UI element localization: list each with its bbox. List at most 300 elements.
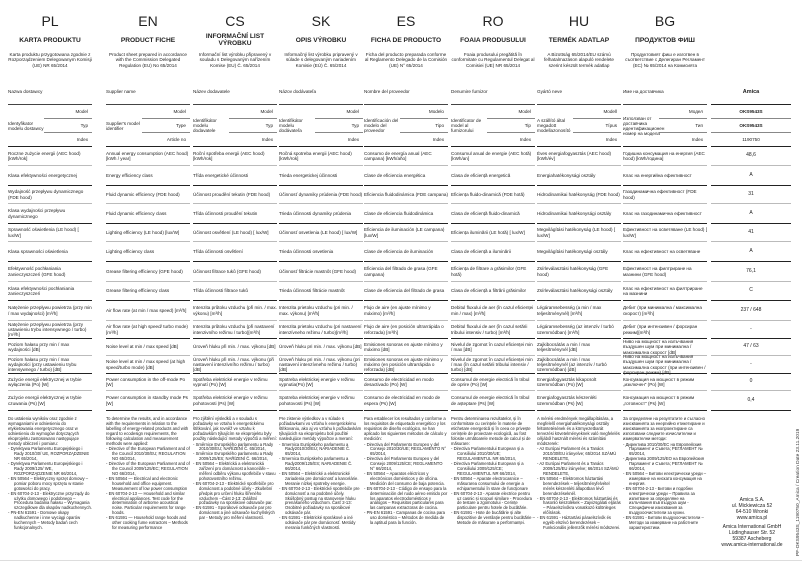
methods-intro: Para establecer los resultados y conforme a los requisitos de etiquetado energético y los requisitos de diseño ecológico, se han aplicado los siguientes métodos de cálculo y medición: <box>364 416 447 441</box>
method-item: - EN 61591 — Household range hoods and other cooking fume extractors – Methods for measuring performance <box>106 515 188 530</box>
methods-note <box>364 411 448 526</box>
method-item: - Directiva Parlamentului European și a Consiliului 2009/125/CE; REGULAMENTUL NR 66/2014, <box>451 461 524 476</box>
parameter-label: Lighting efficiency (LE hood) [lux/W] <box>106 224 190 242</box>
supplier-value: Amica <box>711 82 791 105</box>
method-item: - Directiva del Parlamento Europeo y del Consejo 2009/125/CE; REGLAMENTO N° 66/2014, <box>364 456 443 472</box>
fiche-intro: Karta produktu przygotowana zgodnie z Rozporządzeniem Delegowanym Komisji (UE) NR 65/2014 <box>8 52 92 68</box>
manufacturer-address <box>710 497 794 548</box>
method-item: - EN 50564 – Elektromos háztartási berendezések – teljesítményfelvétel mérés készenléti állapotban lévő berendezéseknél. <box>537 475 610 496</box>
method-text: EN 60704-2-13 - Битови и подобни електрически уреди – Правила за изпитване за определяне на излъчвания във въздуха шум - Специфични изисквания за въздухоочистители за кухни. <box>625 485 695 516</box>
parameter-label: Trieda účinnosti dynamiky prúdenia <box>279 204 363 224</box>
parameter-label: Clasa de eficiență energetică <box>451 166 535 186</box>
model-identifier-label: A szállító által megadott modellazonosító <box>537 118 571 133</box>
method-text: Directiva Parlamentului European și a Consiliului 2009/125/CE; REGULAMENTUL NR 66/2014, <box>453 461 524 476</box>
model-identifier-label: Identificación del modelo del proveedor <box>364 118 399 133</box>
method-text: PN-EN 61591 - Domowe okapy nadkuchenne i inne wyciągi oparów kuchennych – Metody badań cech funkcjonalnych. <box>10 510 81 530</box>
method-item: - Směrnice Evropského parlamentu a Rady 2010/30/EU; NAŘÍZENÍ Č. 65/2014, <box>193 441 274 452</box>
methods-note <box>623 411 707 531</box>
parameter-label: Spotřeba elektrické energie v režimu pohotovosti (Ps) [W] <box>193 391 277 411</box>
fiche-title: FOAIA PRODUSULUI <box>460 36 526 44</box>
language-code: BG <box>654 13 676 29</box>
method-text: Directiva Parlamentului European și a Consiliului 2010/30/UE; REGULAMENTUL NR 65/2014, <box>453 446 524 462</box>
method-text: EN 61591 - Háztartási páraelszívók és egyéb elszívó berendezések – Funkcionális jellemzők mérési módszerei. <box>539 515 621 530</box>
method-text: Директива 2010/30/ЕС на Европейския Парламент и Съвета; РЕГЛАМЕНТ № 65/2014, <box>625 441 703 457</box>
fiche-title: INFORMAČNÍ LIST VÝROBKU <box>205 33 265 47</box>
model-value: OKS9543S <box>711 105 791 119</box>
parameter-label: Spotreba elektrickej energie v režimu pohotovosti (Ps) [W] <box>279 391 363 411</box>
parameter-label: Účinnosť filtrácie mastnôt (GFE hood) <box>279 262 363 282</box>
model-identifier-block <box>193 105 277 147</box>
method-text: Dyrektywa Parlamentu Europejskiego i Rady 2009/125/ WE, ROZPORZĄDZENIE NR 66/2014, <box>10 461 83 476</box>
values-column <box>711 12 791 411</box>
supplier-label: Denumire furnizor <box>451 82 535 105</box>
parameter-label: Účinnosť dynamiky prúdenia (FDE hood) <box>279 186 363 204</box>
method-text: Směrnice Evropského parlamentu a Rady 2009/125/ES; NAŘÍZENÍ Č. 66/2014, <box>195 451 274 462</box>
fiche-title: TERMÉK ADATLAP <box>548 36 610 44</box>
method-text: EN 50564 – Aparate electrocasnice – măsurarea consumului de energie a echipamentului în stare de funcționare <box>453 475 528 491</box>
parameter-label: Eficiencia fluidodinámica (FDE campana) <box>364 186 448 204</box>
parameter-label: Energy efficiency class <box>106 166 190 186</box>
parameter-label: Газодинамична ефективност (FDE hood) <box>623 186 707 204</box>
index-value: 1190750 <box>742 137 760 142</box>
method-item: - Dyrektywa Parlamentu Europejskiego i Rady 2010/30/ UE, ROZPORZĄDZENIE NR 65/2014, <box>8 446 90 462</box>
method-text: EN 60704-2-13 - Elektryczne przyrządy do użytku domowego i podobnego – Procedura badania hałasu – Wymagania szczegółowe dla okapów nadkuchennych. <box>10 490 92 511</box>
method-item: - EN 50564 — Electrical and electronic household and office equipment. Measurement of low power consumption <box>106 475 188 491</box>
type-label: Tipo <box>400 119 448 133</box>
parameter-label: Energiafogyasztás készenléti üzemmódban (Ps) [W] <box>537 391 621 411</box>
method-text: EN 60704-2-13 - Elektrické spotřebiče pro domácnost a podobné účely - Zkušební předpis pro určení hluku šířeného vzduchem --Část 2-13: Zvláštní požadavky na sporákové odsavače par. <box>195 480 274 506</box>
method-text: EN 50564 – Elektryczny sprzęt domowy – pomiar poboru mocy sprzętu w stanie gotowości do pracy. <box>10 475 89 491</box>
supplier-label: Nazwa dostawcy <box>8 82 92 105</box>
methods-intro: Pre zistenie výsledkov a v súlade s požiadavkami vo vzťahu k energetickému štítkovaniu, ako aj vo vzťahu k požiadavkám týkajúcich sa ekoprojektu boli použité nasledujúce metódy výpočtov a meraní: <box>279 416 362 441</box>
model-label: Модел <box>659 105 707 119</box>
supplier-label: Název dodavatele <box>193 82 277 105</box>
parameter-label: Debitul fluxului de aer (în cazul setării tribului intensiv / turbo) [m³/h] <box>451 321 535 339</box>
parameter-label: Emisiones sonoras en ajuste mínimo y máximo (en posición ultrarrápida o reforzada) [dB] <box>364 356 448 374</box>
method-text: EN 50564 – Elektrické a elektronické zariadenia pre domácnosť a kancelárie. Meranie nízkej spotreby energie. <box>281 470 359 486</box>
method-text: EN 50564 – Aparatos eléctricos y electrónicos domésticos y de oficina. Medición del consumo de baja potencia. <box>366 470 445 486</box>
index-label: Index <box>519 137 531 142</box>
parameter-label: Air flow rate (at min / max speed) [m³/h] <box>106 301 190 321</box>
parameter-label: Spotreba elektrickej energie v režimu vypnutia(Po) [W] <box>279 374 363 391</box>
parameter-label: Eficiența iluminării (LE hotă) [ lux/W] <box>451 224 535 242</box>
method-text: EN 60704-2-13 - Aparate electrice pentru uz casnic și scopuri similare - Procedura de testare a zgomotului - Cerințe particulare pentru hotele de bucătărie. <box>453 490 532 511</box>
parameter-label: Úroveň hluku při min. / max. výkonu [dB] <box>193 339 277 356</box>
parameter-label: Spotřeba elektrické energie v režimu vypnutí (Po) [W] <box>193 374 277 391</box>
parameter-value: 47 / 63 <box>711 339 791 356</box>
type-label: Típus <box>573 119 621 133</box>
method-text: Dyrektywa Parlamentu Europejskiego i Rady 2010/30/ UE, ROZPORZĄDZENIE NR 65/2014, <box>10 446 90 462</box>
parameter-label: Účinnosť osvetlenia (LE hood) [ lux/W] <box>279 224 363 242</box>
parameter-label: Zsírleválasztási hatékonysági osztály <box>537 282 621 301</box>
parameter-label: Консумация на мощност в режим „готовност" (Ps) [W] <box>623 391 707 411</box>
parameter-label: Clase de eficiencia del filtrado de grasa <box>364 282 448 301</box>
method-item: - Директива 2010/30/ЕС на Европейския Парламент и Съвета; РЕГЛАМЕНТ № 65/2014, <box>623 441 703 457</box>
methods-intro: Do ustalenia wyników oraz zgodnie z wymaganiami w odniesieniu do etykietowania energetycznego oraz w odniesieniu do wymogów dotyczących ekoprojektu zastosowano następujące metody obliczeń i pomiaru: <box>8 416 80 446</box>
index-label: Index <box>261 137 273 142</box>
parameter-value: - <box>711 356 791 374</box>
language-code: SK <box>311 13 331 29</box>
method-item: - EN 60704-2-13 - Código de ensayo para la determinación del ruido aéreo emitido por los aparatos electrodomésticos y análogos – Requisitos particulares para las campanas extractoras de cocina. <box>364 485 448 511</box>
parameter-label: Flujo de aire (en posición ultrarrápida o reforzada) [m³/h] <box>364 321 448 339</box>
method-text: Directive of the European Parliament and of the Council 2009/125/EC; REGULATION NO 66/2014, <box>108 461 190 476</box>
parameter-label: Ročná spotreba energii (AEC hood) [kWh/rok] <box>279 147 363 166</box>
method-item: - Directive of the European Parliament and of the Council 2010/30/EU; REGULATION NO 65/2014, <box>106 446 190 462</box>
method-item: - Směrnice Evropského parlamentu a Rady 2009/125/ES; NAŘÍZENÍ Č. 66/2014, <box>193 451 274 462</box>
language-column-en <box>106 12 190 531</box>
address-line: 64-510 Wronki <box>735 509 769 515</box>
parameter-label: Úroveň hluku pri min. / max. výkonu (pri nastavení intenzívneho režimu / turbo) [dB] <box>279 356 363 374</box>
method-item: - EN 60704-2-13 - Elektryczne przyrządy do użytku domowego i podobnego – Procedura badania hałasu – Wymagania szczegółowe dla okapów nadkuchennych. <box>8 490 92 511</box>
parameter-label: Trieda energetickej účinnosti <box>279 166 363 186</box>
parameter-label: Клас на газодинамична ефективност <box>623 204 707 224</box>
method-text: Directiva del Parlamento Europeo y del Consejo 2009/125/CE; REGLAMENTO N° 66/2014, <box>366 456 443 472</box>
parameter-label: Třída účinnosti proudění tekutin <box>193 204 277 224</box>
method-text: EN 50564 — Electrical and electronic household and office equipment. Measurement of low power consumption <box>108 475 188 491</box>
method-text: Smernica Európskeho parlamentu a Rady2010/30/EÚ; NARIADENIE Č. 65/2014, <box>281 441 351 457</box>
parameter-label: Energiafogyasztás kikapcsolt üzemmódban (Po) [W] <box>537 374 621 391</box>
method-item: - EN 50564 – Elektrická a elektronická zařízení pro domácnost a kanceláře – měření odběru výkonu spotřebiče v stavu pohotovostního režimu. <box>193 461 276 481</box>
parameter-label: Power consumption in the off-mode Po [W] <box>106 374 190 391</box>
parameter-value: A <box>711 166 791 186</box>
language-column-es <box>364 12 448 526</box>
parameter-label: Eficiența de filtrare a grăsimilor (GFE hotă) <box>451 262 535 282</box>
method-text: EN 50564 – Битови електрически уреди – измерване на ниската консумация на енергия. <box>625 470 707 486</box>
model-identifier-label: Identifikátor modelu dodavatele <box>193 118 217 133</box>
parameter-label: Zajkibocsátás a min / max teljesítménynél (az intenzív / turbó üzemmódban) [dB] <box>537 356 621 374</box>
parameter-label: Clase de eficiencia de iluminación <box>364 242 448 262</box>
method-item: - EN 50564 – Aparatos eléctricos y electrónicos domésticos y de oficina. Medición del consumo de baja potencia. <box>364 470 445 486</box>
language-code: CS <box>225 13 245 29</box>
method-item: - EN 60704-2-13 - Elektromos háztartási és hasonló készülékek – Zajvizsgálati eljárás – Páraelszívókra vonatkozó különleges előírások. <box>537 495 621 516</box>
parameter-label: Air flow rate (at high speed/ turbo mode) [m³/h] <box>106 321 190 339</box>
method-text: EN 60704-2-13 - Elektromos háztartási és hasonló készülékek – Zajvizsgálati eljárás – Páraelszívókra vonatkozó különleges előírások. <box>539 495 621 516</box>
parameter-value: 237 / 648 <box>711 301 791 321</box>
language-code: RO <box>482 13 504 29</box>
model-label: Model <box>44 105 92 119</box>
model-label: Model <box>142 105 190 119</box>
language-code: EN <box>138 13 158 29</box>
parameter-label: Eficiencia del filtrado de grasa (GFE campana) <box>364 262 448 282</box>
model-identifier-label: Identificator de model al furnizorului <box>451 118 482 133</box>
method-item: - EN 61591 - Sporákové odsavače par pro domácnost a jiné odsavače kuchyňských par - Metody pro měření vlastností. <box>193 505 275 521</box>
method-item: - EN 61591 - Elektrické sporákové a iné odsávače pár pre domácnosť. Metódy merania funkčných vlastností. <box>279 515 356 530</box>
type-label: Typ <box>315 119 363 133</box>
parameter-label: Flujo de aire (en ajuste mínimo y máximo) [m³/h] <box>364 301 448 321</box>
method-item: - Dyrektywa Parlamentu Europejskiego i Rady 2009/125/ WE, ROZPORZĄDZENIE NR 66/2014, <box>8 461 83 476</box>
type-label: Tip <box>487 119 535 133</box>
parameter-label: Eficiencia de iluminación (LE campana) [lux/W] <box>364 224 448 242</box>
parameter-label: Nivelul de zgomot în cazul eficienței min / max (în cazul setării tribului intensiv / turbo) [dB] <box>451 356 535 374</box>
parameter-value: 48,6 <box>711 147 791 166</box>
parameter-label: Consumo de electricidad en modo desactivado (Po) [W] <box>364 374 448 391</box>
fiche-intro: Ficha del producto preparada conforme al Reglamento Delegado de la Comisión (UE) N° 65/2014 <box>364 52 448 68</box>
method-text: EN 61591 - Sporákové odsavače par pro domácnost a jiné odsavače kuchyňských par - Metody pro měření vlastností. <box>195 505 275 521</box>
address-line: www.amica.pl <box>736 515 768 521</box>
parameter-label: Noise level at min / max speed (at high speed/turbo mode) [dB] <box>106 356 190 374</box>
language-column-bg <box>623 12 707 531</box>
parameter-label: Úroveň hluku pri min. / max. výkonu [dB] <box>279 339 363 356</box>
parameter-label: Intenzita prietoku vzduchu (pri min. / max. výkonu) [m³/h] <box>279 301 363 321</box>
parameter-label: Clasa de eficiență fluido-dinamică <box>451 204 535 224</box>
parameter-value: 76,1 <box>711 262 791 282</box>
parameter-value: C <box>711 282 791 301</box>
parameter-label: Intenzita průtoku vzduchu (při nastavení intenzivního režimu / turbo)[m³/h] <box>193 321 277 339</box>
parameter-label: Annual energy consumption (AEC hood) [kWh / year] <box>106 147 190 166</box>
fiche-intro: Foaia produsului pregătită în conformitate cu Regulamentul Delegat al Comisiei (UE) NR 65/2014 <box>451 52 535 68</box>
address-line: Amica S.A. <box>739 497 765 503</box>
method-text: Directiva del Parlamento Europeo y del Consejo 2010/30/UE; REGLAMENTO N° 65/2014, <box>366 441 447 457</box>
divider <box>0 560 802 561</box>
parameter-value: A <box>711 242 791 262</box>
method-item: - EN 61591 - Битови въздухоочистители – Методи за измерване на работните характеристики. <box>623 515 704 530</box>
parameter-label: Grease filtering efficiency class <box>106 282 190 301</box>
method-item: - EN 50564 – Aparate electrocasnice – măsurarea consumului de energie a echipamentului în stare de funcționare <box>451 475 528 491</box>
parameter-label: Lighting efficiency class <box>106 242 190 262</box>
index-label: Index <box>347 137 359 142</box>
parameter-label: Клас на ефективност на филтриране на мазнини <box>623 282 707 301</box>
parameter-value: 0,4 <box>711 391 791 411</box>
parameter-label: Zsírleválasztási hatékonyság (GFE hood) <box>537 262 621 282</box>
type-label: Typ <box>229 119 277 133</box>
parameter-label: Třída energetické účinnosti <box>193 166 277 186</box>
methods-intro: To determine the results, and in accordance with the requirements in relation to the labelling of energy-related products and with regard to ecodesign requirements, the following calculation and measurement methods were applied: <box>106 416 189 446</box>
type-value: OKS9543S <box>711 119 791 133</box>
fiche-title: OPIS VÝROBKU <box>295 36 347 44</box>
fiche-intro: Product sheet prepared in accordance with the Commission Delegated Regulation (EU) No 65/2014 <box>109 52 187 68</box>
model-identifier-block <box>451 105 535 147</box>
parameter-label: Consumo de electricidad en modo de espera (Ps) [W] <box>364 391 448 411</box>
parameter-label: Natężenie przepływu powietrza (przy ustawieniu trybu intensywnego / turbo) [m³/h] <box>8 321 92 339</box>
address-line: Amica International GmbH <box>722 524 782 530</box>
methods-note <box>537 411 621 531</box>
parameter-label: Poziom hałasu przy min / max wydajności (przy ustawieniu trybu intensywnego / turbo) [dB] <box>8 356 92 374</box>
type-label: Тип <box>659 119 707 133</box>
methods-note <box>8 411 92 531</box>
parameter-label: Intenzita průtoku vzduchu (při min. / max. výkonu) [m³/h] <box>193 301 277 321</box>
method-item: - EN 60704-2-13 — Household and similar electrical appliances. Test code for the determination of airborne acoustical noise. Particular requirements for range hoods. <box>106 490 186 516</box>
model-label: Modelo <box>400 105 448 119</box>
methods-note <box>106 411 190 531</box>
parameter-label: Noise level at min / max speed [dB] <box>106 339 190 356</box>
method-item: - EN 50564 – Elektrické a elektronické zariadenia pre domácnosť a kancelárie. Meranie nízkej spotreby energie. <box>279 470 359 486</box>
parameter-label: Klasa efektywności pochłaniania zanieczyszczeń <box>8 282 92 301</box>
method-text: EN 60704-2-13 - Elektrické spotrebiče pre domácnosť a na podobné účely. Skúšobný postup na stanovenie hluku prenášaného vzduchom. Časť 2-13: Osobitné požiadavky na sporákové odsávače pár. <box>281 485 360 516</box>
parameter-label: Клас на енергийна ефективност <box>623 166 707 186</box>
address-line: Lüdinghauser Str. 52 <box>728 530 776 536</box>
model-label: Model <box>229 105 277 119</box>
parameter-label: Megvilágítási hatékonysági osztály <box>537 242 621 262</box>
fiche-intro: A Bizottság 65/2014/EU számú felhatalmazáson alapuló rendelete szerint készült termék adatlap <box>544 52 614 68</box>
index-label: Index <box>691 137 703 142</box>
supplier-label: Nombre del proveedor <box>364 82 448 105</box>
document-reference: PF-OKS9543S_1190750_Amica / Creation Date 23.11.2019 <box>796 428 801 556</box>
parameter-label: Natężenie przepływu powietrza (przy min / max wydajności) [m³/h] <box>8 301 92 321</box>
methods-note <box>279 411 363 531</box>
parameter-label: Debitul fluxului de aer (în cazul eficienței min / max) [m³/h] <box>451 301 535 321</box>
parameter-label: Wydajność przepływu dynamicznego (FDE hood) <box>8 186 92 204</box>
method-item: - EN 50564 – Битови електрически уреди – измерване на ниската консумация на енергия. <box>623 470 707 486</box>
parameter-label: Clasa de eficiență a iluminării <box>451 242 535 262</box>
fiche-title: KARTA PRODUKTU <box>19 36 81 44</box>
fiche-intro: Informační list výrobku připravený v souladu s Delegovaným nařízením Komise (EU) Č. 65/2014 <box>198 52 272 68</box>
parameter-label: Třída účinnosti filtrace tuků <box>193 282 277 301</box>
parameter-value: 41 <box>711 224 791 242</box>
parameter-label: Účinnost osvětlení (LE hood) [ lux/W] <box>193 224 277 242</box>
model-identifier-block <box>279 105 363 147</box>
language-column-sk <box>279 12 363 531</box>
parameter-label: Ниво на мощност на излъчвания въздушен шум при минимална / максимална скорост [dB] <box>623 339 707 356</box>
method-text: Az Európai Parlament és a Tanács 2009/125/EU irányelve; 66/2014 SZÁMÚ RENDELETE, <box>539 461 619 476</box>
method-item: - Директива 2009/125/ЕО на Европейския Парламент и Съвета; РЕГЛАМЕНТ № 66/2014, <box>623 456 704 472</box>
type-label: Typ <box>44 119 92 133</box>
parameter-label: Sprawność oświetlenia (LE hood) [ lux/W] <box>8 224 92 242</box>
method-text: EN 60704-2-13 - Código de ensayo para la determinación del ruido aéreo emitido por los aparatos electrodomésticos y análogos – Requisitos particulares para las campanas extractoras de cocina. <box>366 485 448 511</box>
model-identifier-label: Identifikátor modelu dodávateľa <box>279 118 303 133</box>
method-item: - Directiva Parlamentului European și a Consiliului 2010/30/UE; REGULAMENTUL NR 65/2014, <box>451 446 524 462</box>
fiche-intro: Продуктовият фиш е изготвен в съответствие с Делегиран Регламент (ЕС) № 65/2014 на Комисията <box>625 52 705 68</box>
parameter-label: Účinnost filtrace tuků (GFE hood) <box>193 262 277 282</box>
language-column-cs <box>193 12 277 521</box>
parameter-label: Klasa efektywności energetycznej <box>8 166 92 186</box>
method-text: EN 61591 - Hote de bucătărie și alte dispozitive de ventilație pentru bucătărie – Metode de măsurare a performanței. <box>453 510 535 526</box>
parameter-label: Hidrodinamikai hatékonysági osztály <box>537 204 621 224</box>
model-identifier-label: Supplier's model identifier <box>106 120 140 131</box>
method-item: - EN 61591 - Hote de bucătărie și alte dispozitive de ventilație pentru bucătărie – Metode de măsurare a performanței. <box>451 510 535 526</box>
parameter-label: Consumo de energía anual (AEC campana) [kWh/año] <box>364 147 448 166</box>
parameter-label: Klasa wydajności przepływu dynamicznego <box>8 204 92 224</box>
model-label: Modell <box>573 105 621 119</box>
method-item: - Smernica Európskeho parlamentu a Rady2009/125/ES; NARIADENIE Č. 66/2014, <box>279 456 353 472</box>
parameter-value: - <box>711 321 791 339</box>
method-text: Директива 2009/125/ЕО на Европейския Парламент и Съвета; РЕГЛАМЕНТ № 66/2014, <box>625 456 704 472</box>
parameter-label: Consumul anual de energie (AEC hotă) [kWh/an] <box>451 147 535 166</box>
method-text: EN 61591 — Household range hoods and other cooking fume extractors – Methods for measuring performance <box>108 515 188 530</box>
parameter-label: Zużycie energii elektrycznej w trybie czuwania (Ps) [W] <box>8 391 92 411</box>
type-label: Type <box>142 119 190 133</box>
parameter-label: Клас на ефективност на осветяване <box>623 242 707 262</box>
model-identifier-label: Identyfikator modelu dostawcy <box>8 120 44 131</box>
parameter-label: Intenzita prietoku vzduchu (pri nastavení intenzívneho režimu / turbo)[m³/h] <box>279 321 363 339</box>
index-label: Index <box>76 137 88 142</box>
parameter-label: Clase de eficiencia fluidodinámica <box>364 204 448 224</box>
model-identifier-block <box>106 105 190 147</box>
methods-intro: За определяне на резултатите и съгласно изискванията за енергийно етикетиране и изискванията за екопроектиране са използвани следните изчислителни и измервателни методи: <box>623 416 705 441</box>
address-line: 59387 Ascheberg <box>732 536 772 542</box>
method-text: Az Európai Parlament és a Tanács 2010/30/EU irányelve; 65/2014 SZÁMÚ RENDELETE, <box>539 446 617 462</box>
parameter-label: Clase de eficiencia energética <box>364 166 448 186</box>
parameter-label: Trieda účinnosti osvetlenia <box>279 242 363 262</box>
model-identifier-block <box>364 105 448 147</box>
parameter-label: Дебит (при минимална / максимална скорост) [m³/h] <box>623 301 707 321</box>
parameter-label: Úroveň hluku při min. / max. výkonu (při nastavení intenzivního režimu / turbo) [dB] <box>193 356 277 374</box>
parameter-label: Účinnost proudění tekutin (FDE hood) <box>193 186 277 204</box>
method-item: - Directiva del Parlamento Europeo y del Consejo 2010/30/UE; REGLAMENTO N° 65/2014, <box>364 441 447 457</box>
index-label: Index <box>605 137 617 142</box>
methods-note <box>193 411 277 521</box>
parameter-label: Power consumption in standby mode Ps [W] <box>106 391 190 411</box>
parameter-label: Roční spotřeba energii (AEC hood) [kWh/rok] <box>193 147 277 166</box>
model-identifier-values <box>711 105 791 147</box>
methods-note <box>451 411 535 526</box>
parameter-label: Eficiența fluido-dinamică (FDE hotă) <box>451 186 535 204</box>
method-text: Smernica Európskeho parlamentu a Rady2009/125/ES; NARIADENIE Č. 66/2014, <box>281 456 353 472</box>
parameter-label: Дебит (при интензивен / форсиран режим)[m³/h] <box>623 321 707 339</box>
parameter-label: Fluid dynamic efficiency class <box>106 204 190 224</box>
method-text: EN 50564 – Elektromos háztartási berendezések – teljesítményfelvétel mérés készenléti állapotban lévő berendezéseknél. <box>539 475 610 496</box>
parameter-label: Trieda účinnosti filtrácie mastnôt <box>279 282 363 301</box>
method-item: - Az Európai Parlament és a Tanács 2009/125/EU irányelve; 66/2014 SZÁMÚ RENDELETE, <box>537 461 619 476</box>
method-text: EN 61591 - Битови въздухоочистители – Методи за измерване на работните характеристики. <box>625 515 704 530</box>
parameter-label: Consumul de energie electrică în tribul de oprire (Po) [W] <box>451 374 535 391</box>
supplier-label: Име на доставчика <box>623 82 707 105</box>
parameter-value: A <box>711 204 791 224</box>
index-label: Index <box>432 137 444 142</box>
model-identifier-block <box>623 105 707 147</box>
method-item: - EN 60704-2-13 - Elektrické spotrebiče pre domácnosť a na podobné účely. Skúšobný postup na stanovenie hluku prenášaného vzduchom. Časť 2-13: Osobitné požiadavky na sporákové odsávače pár. <box>279 485 360 516</box>
parameter-label: Légáramsebesség (a min / max teljesítménynél) [m³/h] <box>537 301 621 321</box>
fiche-intro: Informačný list výrobku pripravený v súlade s delegovaným nariadením Komisie (EÚ) Č. 65/2014 <box>284 52 358 68</box>
index-label: Article no <box>166 137 186 142</box>
parameter-label: Klasa sprawności oświetlenia <box>8 242 92 262</box>
language-column-hu <box>537 12 621 531</box>
parameter-label: Zużycie energii elektrycznej w trybie wyłączenia (Po) [W] <box>8 374 92 391</box>
method-item: - EN 60704-2-13 - Битови и подобни електрически уреди – Правила за изпитване за определяне на излъчвания във въздуха шум - Специфични изисквания за въздухоочистители за кухни. <box>623 485 695 516</box>
model-label: Model <box>487 105 535 119</box>
method-text: EN 61591 - Elektrické sporákové a iné odsávače pár pre domácnosť. Metódy merania funkčných vlastností. <box>281 515 356 530</box>
parameter-label: Megvilágítási hatékonyság (LE hood) [ lux/W] <box>537 224 621 242</box>
method-text: EN 50564 – Elektrická a elektronická zařízení pro domácnost a kanceláře – měření odběru výkonu spotřebiče v stavu pohotovostního režimu. <box>195 461 276 481</box>
parameter-label: Consumul de energie electrică în tribul de așteptare (Ps) [W] <box>451 391 535 411</box>
parameter-value: 31 <box>711 186 791 204</box>
supplier-label: Gyártó neve <box>537 82 621 105</box>
method-text: Směrnice Evropského parlamentu a Rady 2010/30/EU; NAŘÍZENÍ Č. 65/2014, <box>195 441 274 452</box>
language-column-pl <box>8 12 92 531</box>
parameter-label: Třída účinnosti osvětlení <box>193 242 277 262</box>
parameter-label: Годишна консумация на енергия (AEC hood) [kWh/година] <box>623 147 707 166</box>
parameter-label: Fluid dynamic efficiency (FDE hood) <box>106 186 190 204</box>
parameter-label: Ефективност на осветяване (LE hood) [ lux/W] <box>623 224 707 242</box>
parameter-label: Hidrodinamikai hatékonyság (FDE hood) <box>537 186 621 204</box>
methods-intro: Pro zjištění výsledků a v souladu s požadavky ve vztahu k energetickému štítkování, jak rovněž ve vztahu k požadavkům týkajícím se ekoprojektu byly použity následující metody výpočtů a měření: <box>193 416 277 441</box>
model-identifier-label: Използван от доставчика идентификационен номер на модела <box>623 115 665 136</box>
parameter-label: Éves energiafogyasztás (AEC hood) [kWh/év] <box>537 147 621 166</box>
method-item: - Directive of the European Parliament and of the Council 2009/125/EC; REGULATION NO 66/2014, <box>106 461 190 476</box>
methods-intro: Pentru determinarea rezultatelor, și în conformitate cu cerințele în materie de etichetare energetică și în ceea ce privește cerințele de proiectare ecologică, au fost folosite următoarele metode de calcul și de măsurare: <box>451 416 531 446</box>
method-item: - EN 60704-2-13 - Elektrické spotřebiče pro domácnost a podobné účely - Zkušební předpis pro určení hluku šířeného vzduchem --Část 2-13: Zvláštní požadavky na sporákové odsavače par. <box>193 480 274 506</box>
method-item: - Smernica Európskeho parlamentu a Rady2010/30/EÚ; NARIADENIE Č. 65/2014, <box>279 441 351 457</box>
parameter-label: Roczne zużycie energii (AEC hood) [kWh/rok] <box>8 147 92 166</box>
parameter-label: Légáramsebesség (az intenzív / turbó üzemmódban) [m³/h] <box>537 321 621 339</box>
method-text: Directive of the European Parliament and of the Council 2010/30/EU; REGULATION NO 65/2014, <box>108 446 190 462</box>
parameter-label: Nivelul de zgomot în cazul eficienței min / max [dB] <box>451 339 535 356</box>
method-item: - EN 60704-2-13 - Aparate electrice pentru uz casnic și scopuri similare - Procedura de testare a zgomotului - Cerințe particulare pentru hotele de bucătărie. <box>451 490 532 511</box>
model-identifier-block <box>8 105 92 147</box>
language-code: ES <box>396 13 416 29</box>
address-line: www.amica-international.de <box>721 542 783 548</box>
parameter-label: Ниво на мощност на излъчвания въздушен шум при минимална / максимална скорост (при интензивен / форсиран режим) [dB] <box>623 354 706 375</box>
parameter-value: 0 <box>711 374 791 391</box>
model-identifier-block <box>537 105 621 147</box>
method-item: - EN 50564 – Elektryczny sprzęt domowy – pomiar poboru mocy sprzętu w stanie gotowości do pracy. <box>8 475 89 491</box>
method-text: PN-EN 61591 - Campanas de cocina para uso doméstico – Métodos de medida de la aptitud para la función. <box>366 510 446 526</box>
address-line: ul. Mickiewicza 52 <box>731 503 773 509</box>
parameter-label: Ефективност на филтриране на мазнини (GFE hood) <box>623 262 707 282</box>
language-code: PL <box>41 13 59 29</box>
parameter-label: Energiahatékonysági osztály <box>537 166 621 186</box>
method-item: - PN-EN 61591 - Domowe okapy nadkuchenne i inne wyciągi oparów kuchennych – Metody badań cech funkcjonalnych. <box>8 510 81 530</box>
language-column-ro <box>451 12 535 526</box>
